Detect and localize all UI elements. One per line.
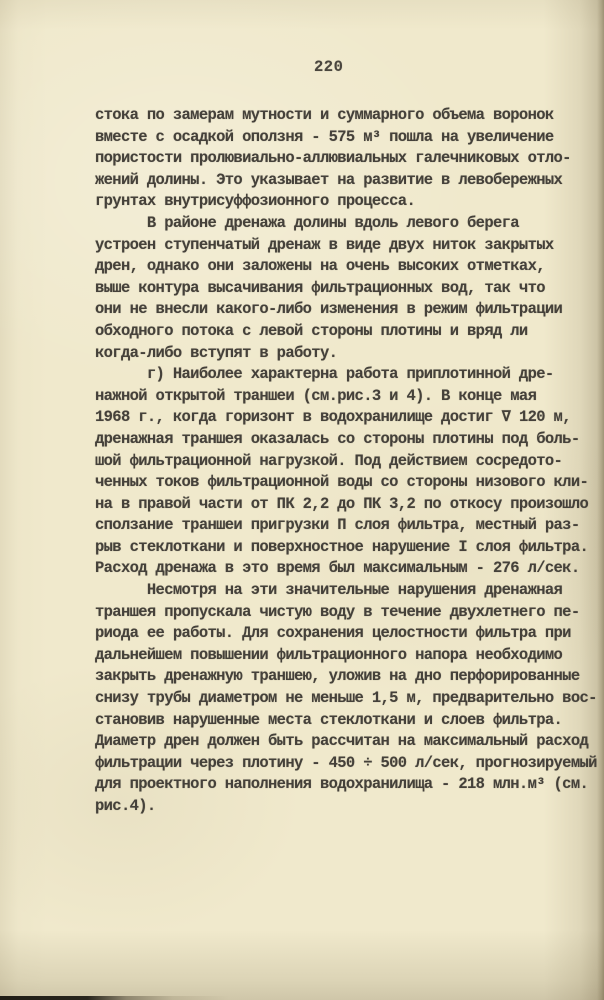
text-line: сползание траншеи пригрузки П слоя фильтра, местный раз- [95, 516, 580, 535]
text-line: дренажная траншея оказалась со стороны плотины под боль- [95, 429, 580, 448]
text-line: Расход дренажа в это время был максимальным - 276 л/сек. [95, 559, 580, 578]
text-line: снизу трубы диаметром не меньше 1,5 м, предварительно вос- [95, 689, 597, 708]
text-line: закрыть дренажную траншею, уложив на дно перфорированные [95, 667, 580, 686]
text-line: для проектного наполнения водохранилища - 218 млн.м³ (см. [95, 775, 589, 794]
paragraph [95, 105, 600, 213]
text-line: становив нарушенные места стеклоткани и слоев фильтра. [95, 710, 563, 729]
text-line: траншея пропускала чистую воду в течение двухлетнего пе- [95, 602, 580, 621]
text-line: устроен ступенчатый дренаж в виде двух ниток закрытых [95, 235, 554, 254]
text-line: пористости пролювиально-аллювиальных галечниковых отло- [95, 149, 571, 168]
text-line: грунтах внутрисуффозионного процесса. [95, 192, 416, 211]
text-block [95, 105, 600, 818]
page-edge-shadow-right [597, 0, 604, 1000]
text-line: жений долины. Это указывает на развитие в левобережных [95, 170, 563, 189]
text-line: шой фильтрационной нагрузкой. Под действием сосредото- [95, 451, 563, 470]
text-line: когда-либо вступят в работу. [95, 343, 338, 362]
text-line: В районе дренажа долины вдоль левого берега [95, 213, 519, 232]
text-line: фильтрации через плотину - 450 ÷ 500 л/сек, прогнозируемый [95, 753, 597, 772]
text-line: на в правой части от ПК 2,2 до ПК 3,2 по откосу произошло [95, 494, 589, 513]
text-line: риода ее работы. Для сохранения целостности фильтра при [95, 624, 571, 643]
text-line: 1968 г., когда горизонт в водохранилище достиг ∇ 120 м, [95, 408, 571, 427]
text-line: стока по замерам мутности и суммарного объема воронок [95, 106, 554, 124]
text-line: вместе с осадкой оползня - 575 м³ пошла на увеличение [95, 127, 554, 146]
text-line: ченных токов фильтрационной воды со стороны низового кли- [95, 473, 589, 492]
text-line: нажной открытой траншеи (см.рис.3 и 4). В конце мая [95, 386, 537, 405]
text-line: г) Наиболее характерна работа приплотинной дре- [95, 365, 554, 384]
text-line: обходного потока с левой стороны плотины и вряд ли [95, 321, 528, 340]
text-line: они не внесли какого-либо изменения в режим фильтрации [95, 300, 563, 319]
text-line: выше контура высачивания фильтрационных вод, так что [95, 278, 545, 297]
text-line: рыв стеклоткани и поверхностное нарушение I слоя фильтра. [95, 537, 589, 556]
text-line: дрен, однако они заложены на очень высоких отметках, [95, 257, 545, 276]
text-line: Несмотря на эти значительные нарушения дренажная [95, 581, 563, 600]
page-number: 220 [314, 58, 344, 76]
scan-edge-shadow-bottom [0, 996, 230, 1000]
paragraph [95, 364, 600, 580]
text-line: рис.4). [95, 797, 156, 815]
paragraph [95, 580, 600, 818]
paragraph [95, 213, 600, 364]
text-line: Диаметр дрен должен быть рассчитан на максимальный расход [95, 732, 589, 751]
text-line: дальнейшем повышении фильтрационного напора необходимо [95, 645, 563, 664]
